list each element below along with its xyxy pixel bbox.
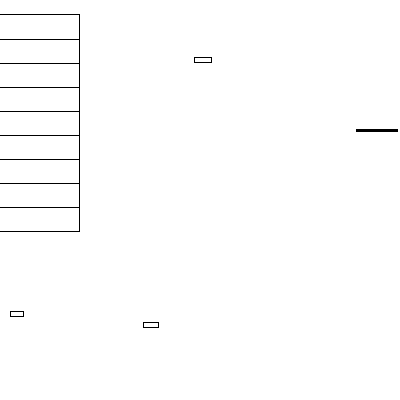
- paragraph: [318, 325, 398, 361]
- paragraph-end: [95, 96, 195, 102]
- table-row: [0, 63, 79, 88]
- table-cell: [2, 217, 77, 222]
- table-row: [0, 87, 79, 112]
- paragraph: [318, 244, 398, 256]
- paragraph: [318, 16, 398, 40]
- table-row: [0, 159, 79, 184]
- inline-box: [10, 311, 24, 317]
- info-table: [0, 14, 80, 232]
- table-cell: [2, 24, 77, 29]
- paragraph: [95, 148, 305, 220]
- table-cell: [2, 169, 77, 174]
- paragraph: [0, 262, 78, 273]
- table-cell: [2, 193, 77, 198]
- paragraph: [95, 243, 305, 291]
- paragraph: [95, 309, 305, 345]
- table-cell: [2, 121, 77, 126]
- inline-box: [194, 57, 212, 63]
- table-row: [0, 111, 79, 136]
- table-cell: [2, 73, 77, 78]
- paragraph: [318, 171, 398, 225]
- paragraph: [95, 361, 305, 385]
- table-row: [0, 39, 79, 64]
- table-row: [0, 207, 79, 233]
- paragraph: [318, 103, 398, 121]
- paragraph: [318, 57, 398, 81]
- text-bar: [356, 129, 398, 132]
- table-cell: [2, 145, 77, 150]
- inline-box: [143, 322, 159, 328]
- table-row: [0, 183, 79, 208]
- table-row: [0, 135, 79, 160]
- table-cell: [2, 49, 77, 54]
- table-row: [0, 15, 79, 39]
- paragraph: [95, 117, 305, 129]
- paragraph: [95, 16, 305, 28]
- table-cell: [2, 97, 77, 102]
- paragraph: [318, 279, 398, 303]
- paragraph: [0, 374, 78, 380]
